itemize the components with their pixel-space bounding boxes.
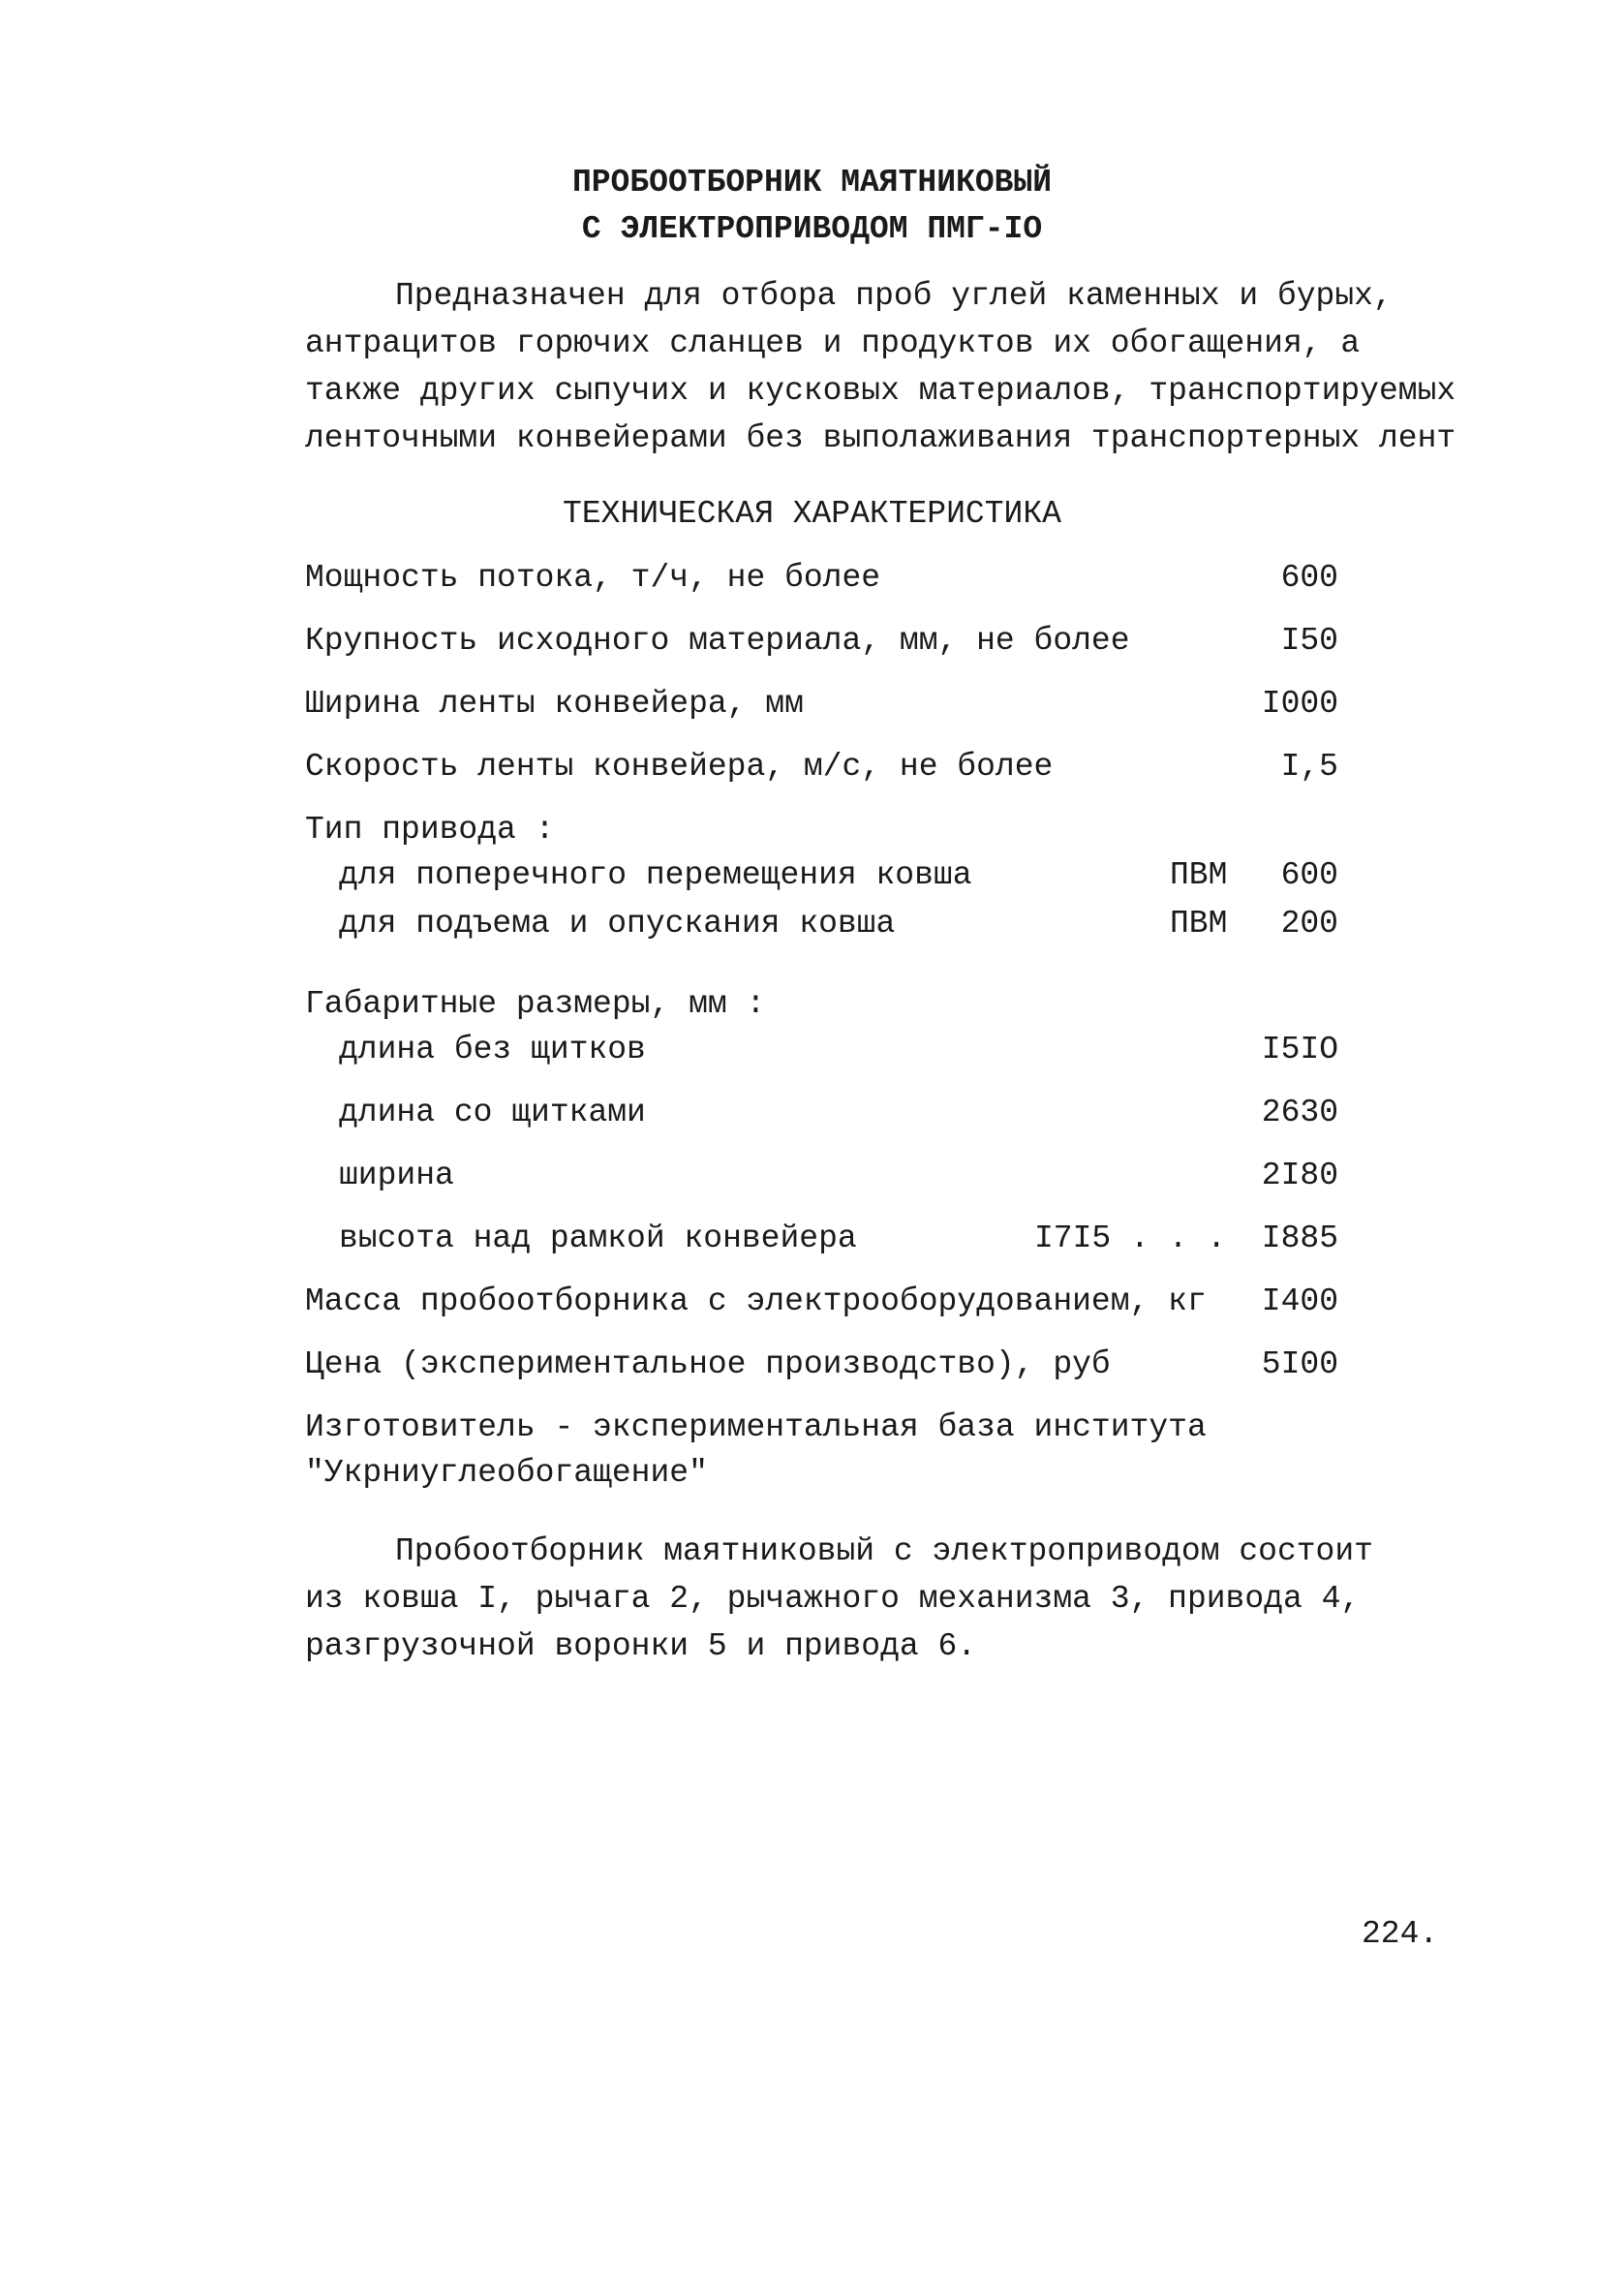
spec-width-value: 2I80 <box>1261 1158 1338 1193</box>
spec-price-label: Цена (экспериментальное производство), руб <box>305 1346 1111 1382</box>
intro-line-1: Предназначен для отбора проб углей каменных и бурых, <box>395 278 1393 314</box>
spec-drive-lift-value: 200 <box>1280 906 1338 942</box>
spec-drive-type-label: Тип привода : <box>305 812 555 848</box>
spec-mass-label: Масса пробоотборника с электрооборудованием, кг <box>305 1283 1207 1319</box>
spec-length-no-shields-value: I5IO <box>1261 1032 1338 1067</box>
spec-height-label: высота над рамкой конвейера <box>339 1221 857 1256</box>
spec-length-shields-label: длина со щитками <box>339 1095 646 1130</box>
manufacturer-line-1: Изготовитель - экспериментальная база института <box>305 1409 1207 1445</box>
composition-line-2: из ковша I, рычага 2, рычажного механизма 3, привода 4, <box>305 1581 1361 1617</box>
spec-drive-cross-label: для поперечного перемещения ковша <box>339 857 972 893</box>
document-title-line-2: С ЭЛЕКТРОПРИВОДОМ ПМГ-IO <box>581 211 1043 247</box>
spec-belt-width-label: Ширина ленты конвейера, мм <box>305 686 804 722</box>
document-title-line-1: ПРОБООТБОРНИК МАЯТНИКОВЫЙ <box>571 165 1053 201</box>
page-number: 224. <box>1362 1916 1439 1952</box>
spec-width-label: ширина <box>339 1158 454 1193</box>
composition-line-3: разгрузочной воронки 5 и привода 6. <box>305 1628 977 1664</box>
spec-length-shields-value: 2630 <box>1261 1095 1338 1130</box>
intro-line-4: ленточными конвейерами без выполаживания транспортерных лент <box>305 420 1456 456</box>
spec-belt-speed-value: I,5 <box>1280 749 1338 785</box>
spec-belt-width-value: I000 <box>1261 686 1338 722</box>
intro-line-3: также других сыпучих и кусковых материалов, транспортируемых <box>305 373 1456 409</box>
spec-belt-speed-label: Скорость ленты конвейера, м/с, не более <box>305 749 1054 785</box>
spec-lump-size-label: Крупность исходного материала, мм, не более <box>305 623 1130 659</box>
spec-drive-lift-label: для подъема и опускания ковша <box>339 906 896 942</box>
spec-flow-label: Мощность потока, т/ч, не более <box>305 560 881 596</box>
manufacturer-line-2: "Укрниуглеобогащение" <box>305 1455 708 1491</box>
spec-dims-label: Габаритные размеры, мм : <box>305 986 766 1022</box>
spec-drive-lift-model: ПВМ <box>1170 906 1228 942</box>
spec-price-value: 5I00 <box>1261 1346 1338 1382</box>
spec-length-no-shields-label: длина без щитков <box>339 1032 646 1067</box>
composition-line-1: Пробоотборник маятниковый с электроприводом состоит <box>395 1533 1373 1569</box>
spec-height-range-start: I7I5 . . . <box>1034 1221 1227 1256</box>
intro-line-2: антрацитов горючих сланцев и продуктов их обогащения, а <box>305 325 1361 361</box>
spec-mass-value: I400 <box>1261 1283 1338 1319</box>
spec-lump-size-value: I50 <box>1280 623 1338 659</box>
spec-drive-cross-model: ПВМ <box>1170 857 1228 893</box>
spec-flow-value: 600 <box>1280 560 1338 596</box>
spec-heading: ТЕХНИЧЕСКАЯ ХАРАКТЕРИСТИКА <box>563 496 1061 532</box>
spec-drive-cross-value: 600 <box>1280 857 1338 893</box>
spec-height-value: I885 <box>1261 1221 1338 1256</box>
